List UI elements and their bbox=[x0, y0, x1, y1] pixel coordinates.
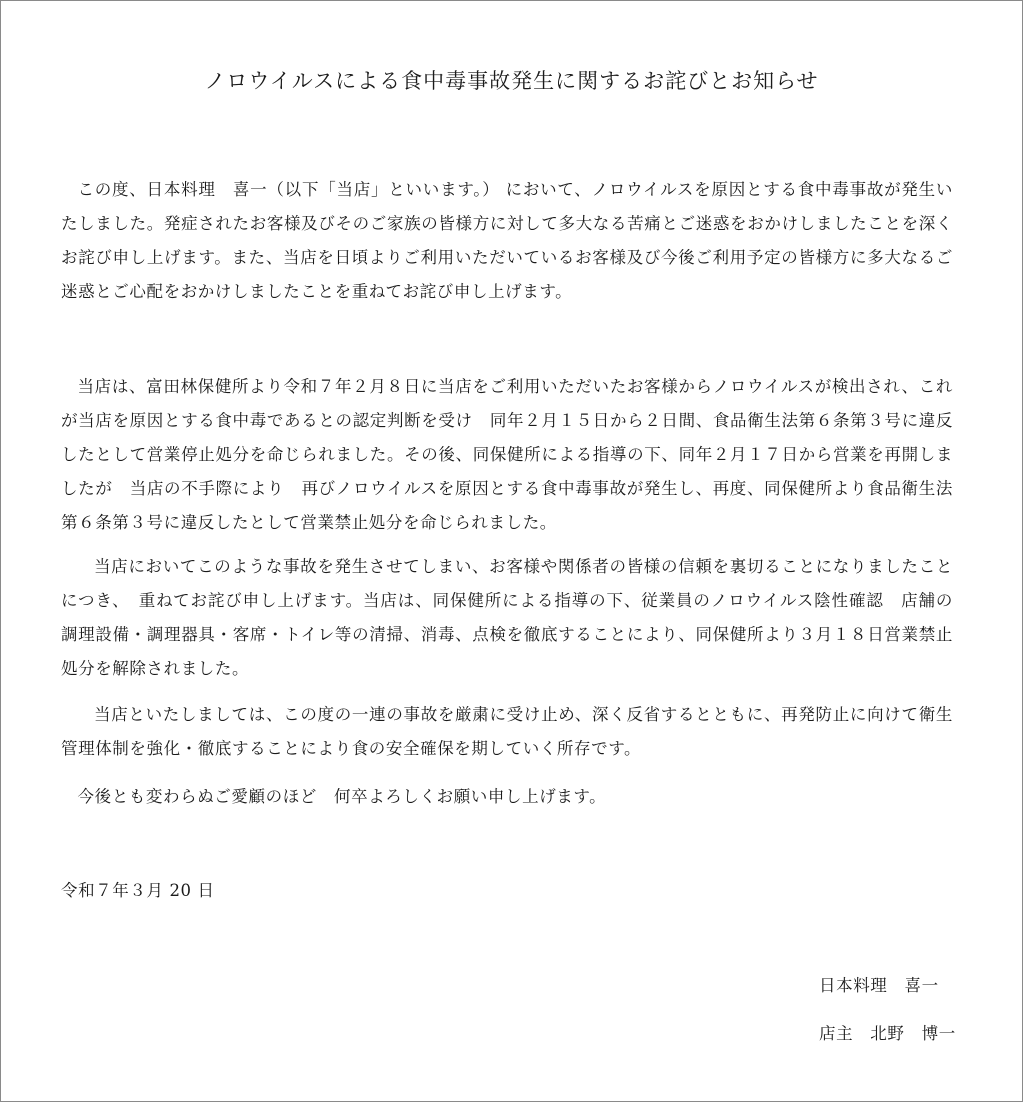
notice-title: ノロウイルスによる食中毒事故発生に関するお詫びとお知らせ bbox=[204, 69, 819, 93]
signature-store-name: 日本料理 喜一 bbox=[819, 976, 939, 995]
paragraph-incident-details: 当店は、富田林保健所より令和７年２月８日に当店をご利用いただいたお客様からノロウイルスが検出され、これが当店を原因とする食中毒であるとの認定判断を受け 同年２月１５日から２日間、食品衛生法第６条第３号に違反したとして営業停止処分を命じられました。その後、同保健所による指導の下、同年２月１７日から営業を再開しましたが 当店の不手際により 再びノロウイルスを原因とする食中毒事故が発生し、再度、同保健所より食品衛生法第６条第３号に違反したとして営業禁止処分を命じられました。 bbox=[61, 377, 953, 532]
signature-owner: 店主 北野 博一 bbox=[819, 1024, 956, 1043]
paragraph-commitment: 当店といたしましては、この度の一連の事故を厳粛に受け止め、深く反省するとともに、再発防止に向けて衛生管理体制を強化・徹底することにより食の安全確保を期していく所存です。 bbox=[61, 705, 953, 758]
notice-date: 令和７年３月 20 日 bbox=[61, 881, 215, 900]
paragraph-closing: 今後とも変わらぬご愛顧のほど 何卒よろしくお願い申し上げます。 bbox=[77, 787, 607, 806]
paragraph-remediation: 当店においてこのような事故を発生させてしまい、お客様や関係者の皆様の信頼を裏切ることになりましたことにつき、 重ねてお詫び申し上げます。当店は、同保健所による指導の下、従業員のノロウイルス陰性確認 店舗の調理設備・調理器具・客席・トイレ等の清掃、消毒、点検を徹底することにより、同保健所より３月１８日営業禁止処分を解除されました。 bbox=[61, 557, 953, 678]
paragraph-apology: この度、日本料理 喜一（以下「当店」といいます。） において、ノロウイルスを原因とする食中毒事故が発生いたしました。発症されたお客様及びそのご家族の皆様方に対して多大なる苦痛とご迷惑をおかけしましたことを深くお詫び申し上げます。また、当店を日頃よりご利用いただいているお客様及び今後ご利用予定の皆様方に多大なるご迷惑とご心配をおかけしましたことを重ねてお詫び申し上げます。 bbox=[61, 180, 953, 301]
